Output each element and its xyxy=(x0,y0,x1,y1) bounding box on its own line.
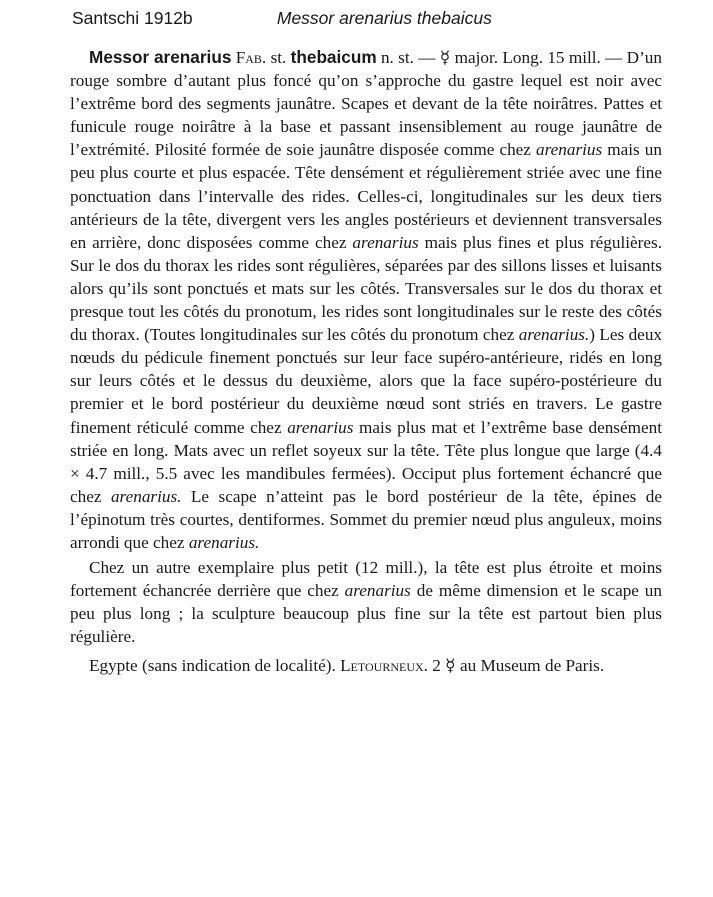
text-run: mais plus fines et plus régulières. Sur le dos du thorax les rides sont régulières, séparées par des sillons lisses et luisants alors qu’ils sont ponctués et mats sur les côtés. Transversales sur le dos du thorax et presque tout les côtés du pronotum, les rides sont longitudinales sur le reste des côtés du thorax. (Toutes longitudinales sur les côtés du pronotum chez xyxy=(70,232,662,345)
author-abbrev: Fab. xyxy=(235,48,267,67)
italic-species: arenarius xyxy=(287,417,354,437)
italic-species: arenarius xyxy=(344,581,411,601)
italic-species: arenarius xyxy=(352,232,419,252)
page-header xyxy=(72,8,492,29)
text-run: st. xyxy=(266,48,291,67)
comparison-paragraph xyxy=(70,556,662,648)
text-run: ) Les deux nœuds du pédicule finement ponctués sur leur face supéro-antérieure, ridés en long sur leurs côtés et le dessus du deuxième, alors que la face supéro-postérieure du premier et le bord postérieur du deuxième nœud sont striés en travers. Le gastre finement réticulé comme chez xyxy=(70,325,663,437)
text-run: Le scape n’atteint pas le bord postérieur de la tête, épines de l’épinotum très courtes, dentiformes. Sommet du premier nœud plus anguleux, moins arrondi que chez xyxy=(70,486,662,552)
taxon-name: Messor arenarius xyxy=(89,47,232,67)
text-run: 2 ☿ au Museum de Paris. xyxy=(427,656,605,676)
text-run: Chez un autre exemplaire plus petit (12 mill.), la tête est plus étroite et moins fortement échancrée derrière que chez xyxy=(70,558,662,601)
text-run: mais un peu plus courte et plus espacée. Tête densément et régulièrement striée avec une fine ponctuation dans l’intervalle des rides. Celles-ci, longitudinales sur les deux tiers antérieurs de la tête, divergent vers les angles postérieurs et deviennent transversales en arrière, donc disposées comme chez xyxy=(70,140,662,252)
text-run: n. st. — ☿ major. Long. 15 mill. — D’un rouge sombre d’autant plus foncé qu’on s’approche du gastre lequel est noir avec l’extrême bord des segments jaunâtre. Scapes et devant de la tête noirâtres. Pattes et funicule rouge noirâtre à la base et passant insensiblement au rouge jaunâtre de l’extrémité. Pilosité formée de soie jaunâtre disposée comme chez xyxy=(70,48,662,160)
italic-species: arenarius. xyxy=(518,325,590,345)
text-run: mais plus mat et l’extrême base densément striée en long. Mats avec un reflet soyeux sur la tête. Tête plus longue que large (4.4 × 4.7 mill., 5.5 avec les mandibules fermées). Occiput plus fortement échancré que chez xyxy=(70,417,662,506)
header-author-year: Santschi 1912b xyxy=(72,8,193,28)
collector-name: Letourneux. xyxy=(340,656,428,676)
stirps-name: thebaicum xyxy=(290,47,377,67)
italic-species: arenarius. xyxy=(110,486,182,506)
header-taxon-title: Messor arenarius thebaicus xyxy=(276,8,492,28)
article-body xyxy=(70,46,662,678)
description-paragraph xyxy=(70,46,662,554)
locality-paragraph xyxy=(70,654,662,677)
text-run: Egypte (sans indication de localité). xyxy=(89,656,341,676)
italic-species: arenarius. xyxy=(188,532,260,552)
text-run: de même dimension et le scape un peu plus long ; la sculpture beaucoup plus fine sur la tête est partout bien plus régulière. xyxy=(70,581,662,647)
italic-species: arenarius xyxy=(536,140,603,160)
